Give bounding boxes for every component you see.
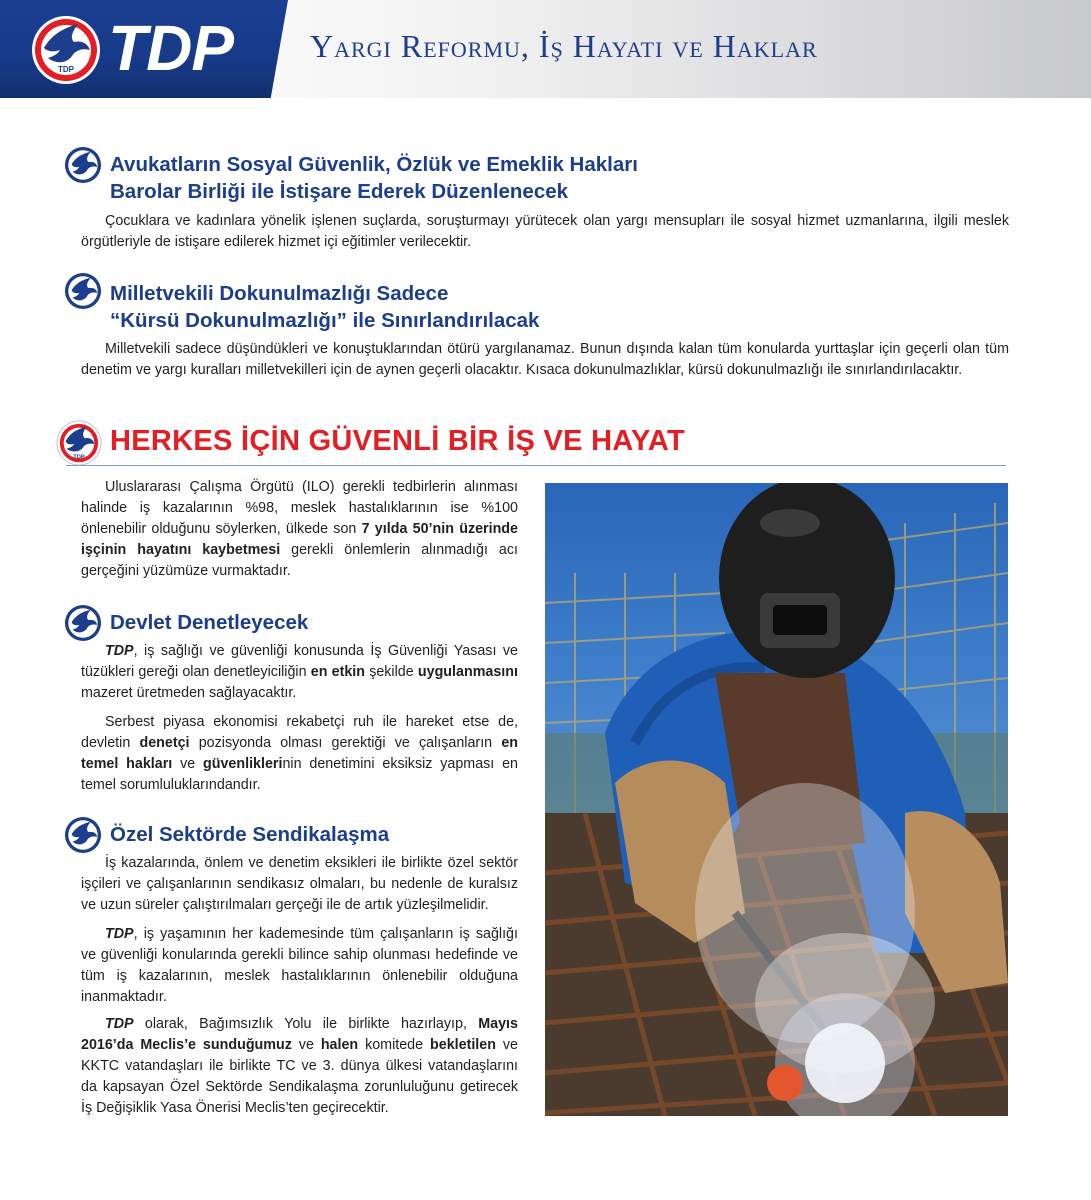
emphasis-text: en temel hakları <box>81 735 518 772</box>
text-run: , iş sağlığı ve güvenliği konusunda İş Güvenliği Yasası ve tüzükleri gereği olan denetleyiciliğin <box>81 643 518 680</box>
intro-paragraph <box>81 477 518 582</box>
dove-bullet-icon <box>64 604 102 642</box>
section-paragraph <box>81 1014 518 1119</box>
emphasis-text: uygulanmasını <box>417 664 518 680</box>
section-title <box>110 280 539 334</box>
section-title: Özel Sektörde Sendikalaşma <box>110 823 390 846</box>
welder-photo <box>545 483 1008 1116</box>
page-title: Yargı Reformu, İş Hayatı ve Haklar <box>310 28 818 64</box>
text-run: Serbest piyasa ekonomisi rekabetçi ruh ile hareket etse de, devletin <box>81 714 518 751</box>
brand-text: TDP <box>105 643 134 659</box>
text-run: pozisyonda olması gerektiği ve çalışanların <box>189 735 502 751</box>
text-run: olarak, Bağımsızlık Yolu ile birlikte hazırlayıp, <box>133 1016 479 1032</box>
text-run: ve KKTC vatandaşları ile birlikte TC ve 3. dünya ülkesi vatandaşlarını da kapsayan Özel Sektörde Sendikalaşma zorunluluğunu getirecek İş Değişiklik Yasa Önerisi Meclis’ten geçirecektir. <box>81 1037 518 1116</box>
section-title-line: Avukatların Sosyal Güvenlik, Özlük ve Emeklik Hakları <box>110 153 638 176</box>
divider <box>66 465 1006 466</box>
section-body: Çocuklara ve kadınlara yönelik işlenen suçlarda, soruşturmayı yürütecek olan yargı mensupları ile sosyal hizmet uzmanlarına, ilgili meslek örgütleriyle de istişare edilerek hizmet içi eğitimler verilecektir. <box>81 213 1009 250</box>
emphasis-text: bekletilen <box>430 1037 496 1053</box>
dove-emblem-icon <box>30 14 102 86</box>
section-title-line: Barolar Birliği ile İstişare Ederek Düzenlenecek <box>110 180 569 203</box>
dove-bullet-icon <box>64 272 102 310</box>
section-title-line: Milletvekili Dokunulmazlığı Sadece <box>110 282 449 305</box>
emphasis-text: en etkin <box>310 664 365 680</box>
emphasis-text: güvenlikleri <box>203 756 283 772</box>
text-run: gerekli önlemlerin alınmadığı acı gerçeğini yüzümüze vurmaktadır. <box>81 542 519 579</box>
logo-text: TDP <box>108 12 233 84</box>
section-paragraph <box>81 641 518 704</box>
text-run: şekilde <box>365 664 418 680</box>
brand-text: TDP <box>105 926 134 942</box>
brand-text: TDP <box>105 1016 134 1032</box>
emphasis-text: denetçi <box>139 735 190 751</box>
section-title: Devlet Denetleyecek <box>110 611 309 634</box>
section-title-line: “Kürsü Dokunulmazlığı” ile Sınırlandırılacak <box>110 309 540 332</box>
welder-illustration <box>545 483 1008 1116</box>
text-run: komitede <box>358 1037 431 1053</box>
section-paragraph: İş kazalarında, önlem ve denetim eksikleri ile birlikte özel sektör işçileri ve çalışanlarının sendikasız olmaları, bu nedenle de kuralsız ve uzun süreler çalıştırılmaları gerçeği ile de artık yüzleşilmelidir. <box>81 855 518 913</box>
emblem-text: TDP <box>58 65 74 74</box>
dove-bullet-icon <box>64 146 102 184</box>
emphasis-text: 7 yılda 50’nin üzerinde işçinin hayatını kaybetmesi <box>81 521 518 558</box>
section-body: Milletvekili sadece düşündükleri ve konuştuklarından ötürü yargılanamaz. Bunun dışında kalan tüm konularda yurttaşlar için geçerli olan tüm denetim ve yargı kuralları milletvekilleri için de aynen geçerli olacaktır. Kısaca dokunulmazlıklar, kürsü dokunulmazlığı ile sınırlandırılacaktır. <box>81 341 1009 378</box>
text-run: , iş yaşamının her kademesinde tüm çalışanların iş sağlığı ve güvenliği konularında gerekli bilince sahip olunması hedefinde ve tüm iş kazalarının, meslek hastalıklarının önlenebilir olduğuna inanmaktadır. <box>81 926 518 1005</box>
section-paragraph <box>81 712 518 796</box>
text-run: ve <box>291 1037 321 1053</box>
section-title <box>110 151 638 205</box>
page-header <box>0 0 1091 98</box>
emphasis-text: Mayıs 2016’da Meclis’e sunduğumuz <box>81 1016 518 1053</box>
text-run: Uluslararası Çalışma Örgütü (ILO) gerekli tedbirlerin alınması halinde iş kazalarının %98, meslek hastalıklarının ise %100 önlenebilir olduğunu söylerken, ülkede son <box>81 479 518 537</box>
emphasis-text: halen <box>320 1037 359 1053</box>
dove-bullet-icon <box>64 816 102 854</box>
text-run: nin denetimini eksiksiz yapması en temel sorumluluklarındandır. <box>81 756 518 793</box>
dove-emblem-icon <box>56 420 102 466</box>
main-heading: HERKES İÇİN GÜVENLİ BİR İŞ VE HAYAT <box>110 425 686 457</box>
section-paragraph <box>81 924 518 1008</box>
text-run: ve <box>172 756 204 772</box>
text-run: mazeret üretmeden sağlayacaktır. <box>81 685 297 701</box>
